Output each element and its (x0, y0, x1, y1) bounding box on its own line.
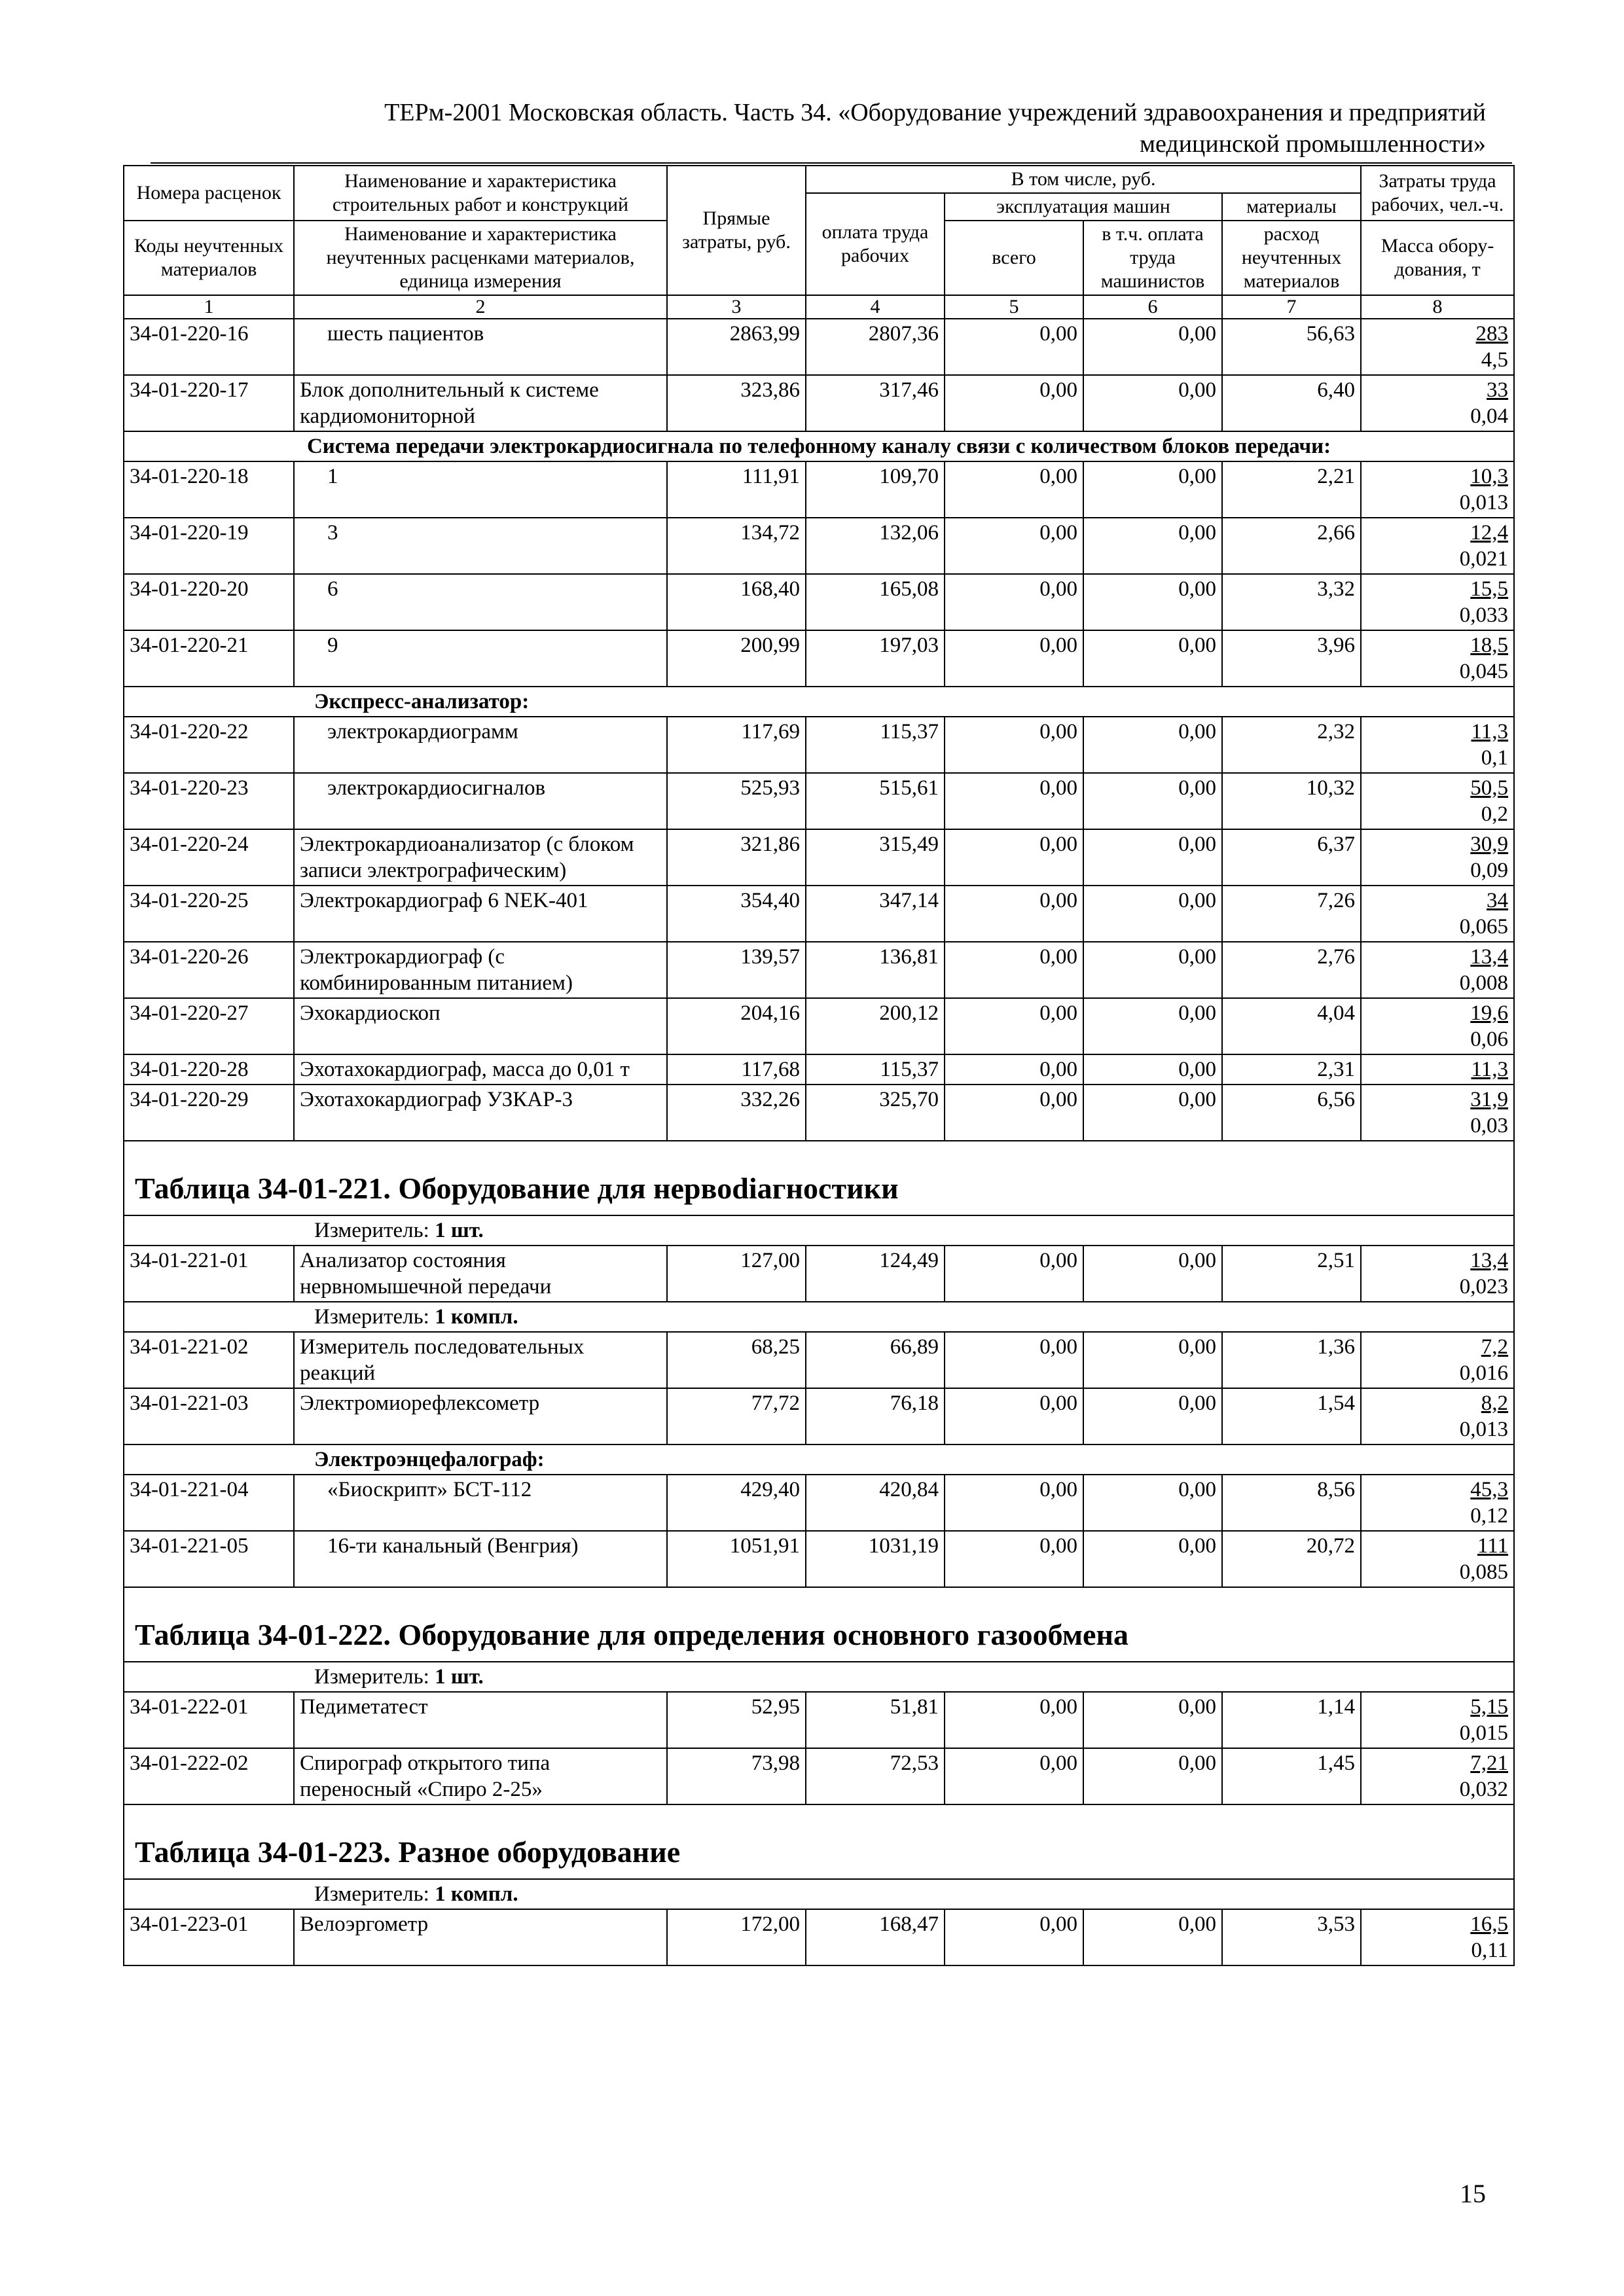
price-table (123, 165, 1515, 1966)
machine-cost: 0,00 (945, 942, 1083, 998)
worker-wages: 2807,36 (806, 319, 945, 375)
direct-cost: 204,16 (667, 998, 806, 1054)
equipment-mass: 0,12 (1470, 1504, 1509, 1528)
machine-cost: 0,00 (945, 998, 1083, 1054)
measure-row (124, 1662, 1514, 1692)
header-materials: материалы (1222, 193, 1361, 221)
price-code: 34-01-223-01 (124, 1909, 294, 1965)
direct-cost: 332,26 (667, 1085, 806, 1141)
labor-mass-cell (1361, 1085, 1514, 1141)
machinist-wages: 0,00 (1083, 319, 1222, 375)
measure-label: Измеритель: (314, 1882, 429, 1906)
work-name: Велоэргометр (294, 1909, 667, 1965)
worker-wages: 325,70 (806, 1085, 945, 1141)
column-number-row (124, 295, 1514, 319)
table-row (124, 1332, 1514, 1388)
section-heading: Экспресс-анализатор: (124, 687, 1514, 717)
worker-wages: 1031,19 (806, 1531, 945, 1587)
labor-mass-cell (1361, 1748, 1514, 1804)
price-code: 34-01-220-27 (124, 998, 294, 1054)
col-number: 5 (945, 295, 1083, 319)
equipment-mass: 0,065 (1459, 915, 1509, 939)
price-code: 34-01-221-03 (124, 1388, 294, 1444)
materials-cost: 2,76 (1222, 942, 1361, 998)
price-code: 34-01-220-22 (124, 717, 294, 773)
materials-cost: 8,56 (1222, 1475, 1361, 1531)
worker-wages: 197,03 (806, 630, 945, 687)
direct-cost: 168,40 (667, 574, 806, 630)
measure-label: Измеритель: (314, 1305, 429, 1329)
machine-cost: 0,00 (945, 630, 1083, 687)
labor-hours: 16,5 (1470, 1912, 1509, 1936)
measure-value: 1 шт. (435, 1219, 484, 1242)
labor-hours: 10,3 (1470, 465, 1509, 488)
machine-cost: 0,00 (945, 829, 1083, 886)
section-row (124, 687, 1514, 717)
labor-hours: 31,9 (1470, 1088, 1509, 1111)
price-code: 34-01-221-05 (124, 1531, 294, 1587)
machinist-wages: 0,00 (1083, 1909, 1222, 1965)
table-row (124, 1531, 1514, 1587)
worker-wages: 315,49 (806, 829, 945, 886)
materials-cost: 1,45 (1222, 1748, 1361, 1804)
direct-cost: 73,98 (667, 1748, 806, 1804)
direct-cost: 1051,91 (667, 1531, 806, 1587)
measure-label: Измеритель: (314, 1665, 429, 1689)
labor-mass-cell (1361, 1475, 1514, 1531)
price-code: 34-01-220-20 (124, 574, 294, 630)
worker-wages: 115,37 (806, 1054, 945, 1085)
header-materials-unaccounted: расход неучтенных материалов (1222, 221, 1361, 295)
work-name: 3 (294, 518, 667, 574)
equipment-mass: 0,03 (1470, 1114, 1509, 1138)
table-row (124, 574, 1514, 630)
header-incl: В том числе, руб. (806, 166, 1361, 193)
table-row (124, 1388, 1514, 1444)
machinist-wages: 0,00 (1083, 1692, 1222, 1748)
work-name: Электромиорефлексометр (294, 1388, 667, 1444)
machine-cost: 0,00 (945, 461, 1083, 518)
worker-wages: 124,49 (806, 1246, 945, 1302)
materials-cost: 6,40 (1222, 375, 1361, 431)
machinist-wages: 0,00 (1083, 942, 1222, 998)
measure-cell (124, 1215, 1514, 1246)
materials-cost: 2,66 (1222, 518, 1361, 574)
header-mass: Масса обору-дования, т (1361, 221, 1514, 295)
labor-hours: 7,21 (1470, 1751, 1509, 1775)
price-code: 34-01-220-28 (124, 1054, 294, 1085)
worker-wages: 115,37 (806, 717, 945, 773)
table-row (124, 518, 1514, 574)
machine-cost: 0,00 (945, 1054, 1083, 1085)
materials-cost: 6,56 (1222, 1085, 1361, 1141)
worker-wages: 72,53 (806, 1748, 945, 1804)
section-heading: Электроэнцефалограф: (124, 1444, 1514, 1475)
worker-wages: 165,08 (806, 574, 945, 630)
price-code: 34-01-222-01 (124, 1692, 294, 1748)
price-code: 34-01-220-29 (124, 1085, 294, 1141)
machine-cost: 0,00 (945, 375, 1083, 431)
labor-hours: 19,6 (1470, 1001, 1509, 1025)
labor-hours: 45,3 (1470, 1478, 1509, 1501)
header-wages: оплата труда рабочих (806, 193, 945, 295)
header-codes-top: Номера расценок (124, 166, 294, 221)
equipment-mass: 0,2 (1481, 802, 1509, 826)
worker-wages: 132,06 (806, 518, 945, 574)
labor-mass-cell (1361, 518, 1514, 574)
worker-wages: 51,81 (806, 1692, 945, 1748)
direct-cost: 429,40 (667, 1475, 806, 1531)
machinist-wages: 0,00 (1083, 1085, 1222, 1141)
table-row (124, 630, 1514, 687)
header-codes-bottom: Коды неучтенных материалов (124, 221, 294, 295)
col-number: 6 (1083, 295, 1222, 319)
labor-hours: 7,2 (1481, 1335, 1509, 1359)
worker-wages: 200,12 (806, 998, 945, 1054)
labor-mass-cell (1361, 829, 1514, 886)
header-name-bottom: Наименование и характеристика неучтенных расценками материалов, единица измерения (294, 221, 667, 295)
header-direct: Прямые затраты, руб. (667, 166, 806, 295)
labor-hours: 50,5 (1470, 776, 1509, 800)
work-name: 6 (294, 574, 667, 630)
worker-wages: 109,70 (806, 461, 945, 518)
machinist-wages: 0,00 (1083, 1475, 1222, 1531)
section-row (124, 1444, 1514, 1475)
work-name: Электрокардиограф 6 NEK-401 (294, 886, 667, 942)
price-code: 34-01-221-01 (124, 1246, 294, 1302)
materials-cost: 3,53 (1222, 1909, 1361, 1965)
materials-cost: 4,04 (1222, 998, 1361, 1054)
table-title-row (124, 1587, 1514, 1662)
direct-cost: 117,69 (667, 717, 806, 773)
equipment-mass: 0,06 (1470, 1028, 1509, 1051)
price-code: 34-01-220-25 (124, 886, 294, 942)
price-code: 34-01-222-02 (124, 1748, 294, 1804)
price-code: 34-01-220-21 (124, 630, 294, 687)
price-code: 34-01-220-23 (124, 773, 294, 829)
labor-mass-cell (1361, 1909, 1514, 1965)
col-number: 7 (1222, 295, 1361, 319)
equipment-mass: 0,09 (1470, 859, 1509, 882)
machine-cost: 0,00 (945, 1388, 1083, 1444)
equipment-mass: 0,04 (1470, 404, 1509, 428)
equipment-mass: 0,032 (1459, 1778, 1509, 1801)
price-code: 34-01-220-16 (124, 319, 294, 375)
labor-hours: 283 (1475, 322, 1509, 346)
machinist-wages: 0,00 (1083, 1748, 1222, 1804)
price-code: 34-01-220-17 (124, 375, 294, 431)
labor-mass-cell (1361, 1054, 1514, 1085)
table-row (124, 998, 1514, 1054)
header-line-1: ТЕРм-2001 Московская область. Часть 34. «Оборудование учреждений здравоохранения и предприятий (384, 99, 1486, 126)
machinist-wages: 0,00 (1083, 829, 1222, 886)
machinist-wages: 0,00 (1083, 1332, 1222, 1388)
price-code: 34-01-220-26 (124, 942, 294, 998)
col-number: 1 (124, 295, 294, 319)
equipment-mass: 0,016 (1459, 1361, 1509, 1385)
work-name: Измеритель последовательных реакций (294, 1332, 667, 1388)
table-row (124, 829, 1514, 886)
header-rule (151, 162, 1512, 164)
work-name: 9 (294, 630, 667, 687)
table-row (124, 942, 1514, 998)
direct-cost: 172,00 (667, 1909, 806, 1965)
table-row (124, 1909, 1514, 1965)
machinist-wages: 0,00 (1083, 1531, 1222, 1587)
direct-cost: 68,25 (667, 1332, 806, 1388)
work-name: Анализатор состояния нервномышечной передачи (294, 1246, 667, 1302)
worker-wages: 317,46 (806, 375, 945, 431)
equipment-mass: 0,085 (1459, 1560, 1509, 1584)
machinist-wages: 0,00 (1083, 518, 1222, 574)
labor-hours: 111 (1477, 1534, 1509, 1558)
table-title: Таблица 34-01-221. Оборудование для нервodiагностики (124, 1141, 1514, 1215)
equipment-mass: 4,5 (1481, 348, 1509, 372)
work-name: Эхокардиоскоп (294, 998, 667, 1054)
labor-mass-cell (1361, 942, 1514, 998)
machinist-wages: 0,00 (1083, 886, 1222, 942)
materials-cost: 2,21 (1222, 461, 1361, 518)
table-row (124, 1246, 1514, 1302)
direct-cost: 525,93 (667, 773, 806, 829)
col-number: 8 (1361, 295, 1514, 319)
table-row (124, 1475, 1514, 1531)
price-code: 34-01-220-19 (124, 518, 294, 574)
direct-cost: 111,91 (667, 461, 806, 518)
machinist-wages: 0,00 (1083, 998, 1222, 1054)
labor-mass-cell (1361, 461, 1514, 518)
equipment-mass: 0,013 (1459, 1418, 1509, 1441)
price-code: 34-01-220-24 (124, 829, 294, 886)
equipment-mass: 0,015 (1459, 1721, 1509, 1745)
materials-cost: 10,32 (1222, 773, 1361, 829)
measure-row (124, 1302, 1514, 1332)
measure-cell (124, 1879, 1514, 1909)
direct-cost: 354,40 (667, 886, 806, 942)
col-number: 3 (667, 295, 806, 319)
worker-wages: 515,61 (806, 773, 945, 829)
direct-cost: 321,86 (667, 829, 806, 886)
machinist-wages: 0,00 (1083, 1054, 1222, 1085)
price-table-container (123, 165, 1513, 1966)
labor-hours: 11,3 (1471, 1058, 1509, 1081)
worker-wages: 66,89 (806, 1332, 945, 1388)
machine-cost: 0,00 (945, 1748, 1083, 1804)
labor-mass-cell (1361, 375, 1514, 431)
price-code: 34-01-220-18 (124, 461, 294, 518)
machinist-wages: 0,00 (1083, 461, 1222, 518)
header-name-top: Наименование и характеристика строительных работ и конструкций (294, 166, 667, 221)
labor-mass-cell (1361, 1246, 1514, 1302)
header-machines-wages: в т.ч. оплата труда машинистов (1083, 221, 1222, 295)
machine-cost: 0,00 (945, 1909, 1083, 1965)
materials-cost: 56,63 (1222, 319, 1361, 375)
measure-cell (124, 1302, 1514, 1332)
equipment-mass: 0,023 (1459, 1275, 1509, 1299)
worker-wages: 347,14 (806, 886, 945, 942)
labor-hours: 12,4 (1470, 521, 1509, 545)
machinist-wages: 0,00 (1083, 630, 1222, 687)
table-row (124, 886, 1514, 942)
machinist-wages: 0,00 (1083, 717, 1222, 773)
labor-mass-cell (1361, 717, 1514, 773)
table-row (124, 375, 1514, 431)
labor-hours: 33 (1487, 378, 1509, 402)
work-name: Эхотахокардиограф, масса до 0,01 т (294, 1054, 667, 1085)
worker-wages: 76,18 (806, 1388, 945, 1444)
table-title: Таблица 34-01-222. Оборудование для определения основного газообмена (124, 1587, 1514, 1662)
labor-mass-cell (1361, 1531, 1514, 1587)
materials-cost: 2,31 (1222, 1054, 1361, 1085)
materials-cost: 2,51 (1222, 1246, 1361, 1302)
labor-mass-cell (1361, 319, 1514, 375)
worker-wages: 420,84 (806, 1475, 945, 1531)
table-row (124, 717, 1514, 773)
labor-hours: 18,5 (1470, 634, 1509, 657)
table-row (124, 773, 1514, 829)
equipment-mass: 0,1 (1481, 746, 1509, 770)
direct-cost: 2863,99 (667, 319, 806, 375)
labor-hours: 5,15 (1470, 1695, 1509, 1719)
direct-cost: 127,00 (667, 1246, 806, 1302)
equipment-mass: 0,11 (1471, 1939, 1509, 1962)
labor-mass-cell (1361, 630, 1514, 687)
measure-value: 1 компл. (435, 1305, 518, 1329)
work-name: Эхотахокардиограф УЗКАР-3 (294, 1085, 667, 1141)
worker-wages: 136,81 (806, 942, 945, 998)
labor-mass-cell (1361, 1332, 1514, 1388)
machine-cost: 0,00 (945, 574, 1083, 630)
equipment-mass: 0,021 (1459, 547, 1509, 571)
work-name: Спирограф открытого типа переносный «Спиро 2-25» (294, 1748, 667, 1804)
col-number: 4 (806, 295, 945, 319)
machine-cost: 0,00 (945, 717, 1083, 773)
machinist-wages: 0,00 (1083, 773, 1222, 829)
header-machines: эксплуатация машин (945, 193, 1222, 221)
machine-cost: 0,00 (945, 1475, 1083, 1531)
machinist-wages: 0,00 (1083, 1388, 1222, 1444)
table-row (124, 1692, 1514, 1748)
materials-cost: 3,96 (1222, 630, 1361, 687)
price-code: 34-01-221-02 (124, 1332, 294, 1388)
materials-cost: 2,32 (1222, 717, 1361, 773)
work-name: Электрокардиоанализатор (с блоком записи электрографическим) (294, 829, 667, 886)
machinist-wages: 0,00 (1083, 375, 1222, 431)
equipment-mass: 0,013 (1459, 491, 1509, 514)
materials-cost: 20,72 (1222, 1531, 1361, 1587)
work-name: электрокардиосигналов (294, 773, 667, 829)
measure-row (124, 1879, 1514, 1909)
price-code: 34-01-221-04 (124, 1475, 294, 1531)
machinist-wages: 0,00 (1083, 574, 1222, 630)
machine-cost: 0,00 (945, 1085, 1083, 1141)
direct-cost: 77,72 (667, 1388, 806, 1444)
direct-cost: 52,95 (667, 1692, 806, 1748)
labor-hours: 8,2 (1481, 1391, 1509, 1415)
col-number: 2 (294, 295, 667, 319)
labor-hours: 13,4 (1470, 1249, 1509, 1272)
table-row (124, 319, 1514, 375)
labor-mass-cell (1361, 773, 1514, 829)
section-row (124, 431, 1514, 461)
measure-cell (124, 1662, 1514, 1692)
labor-hours: 30,9 (1470, 833, 1509, 856)
table-row (124, 1054, 1514, 1085)
labor-mass-cell (1361, 886, 1514, 942)
header-machines-total: всего (945, 221, 1083, 295)
labor-hours: 13,4 (1470, 945, 1509, 969)
materials-cost: 1,54 (1222, 1388, 1361, 1444)
labor-hours: 34 (1487, 889, 1509, 912)
machine-cost: 0,00 (945, 518, 1083, 574)
table-row (124, 1748, 1514, 1804)
table-title: Таблица 34-01-223. Разное оборудование (124, 1804, 1514, 1879)
machine-cost: 0,00 (945, 1531, 1083, 1587)
work-name: Блок дополнительный к системе кардиомониторной (294, 375, 667, 431)
materials-cost: 1,36 (1222, 1332, 1361, 1388)
equipment-mass: 0,045 (1459, 660, 1509, 683)
work-name: Педиметатест (294, 1692, 667, 1748)
machinist-wages: 0,00 (1083, 1246, 1222, 1302)
direct-cost: 117,68 (667, 1054, 806, 1085)
work-name: 1 (294, 461, 667, 518)
labor-mass-cell (1361, 1388, 1514, 1444)
machine-cost: 0,00 (945, 886, 1083, 942)
running-header (124, 97, 1486, 160)
work-name: шесть пациентов (294, 319, 667, 375)
labor-hours: 15,5 (1470, 577, 1509, 601)
machine-cost: 0,00 (945, 1246, 1083, 1302)
labor-hours: 11,3 (1471, 720, 1509, 744)
labor-mass-cell (1361, 998, 1514, 1054)
work-name: Электрокардиограф (с комбинированным питанием) (294, 942, 667, 998)
work-name: электрокардиограмм (294, 717, 667, 773)
equipment-mass: 0,033 (1459, 603, 1509, 627)
header-line-2: медицинской промышленности» (1139, 130, 1486, 158)
machine-cost: 0,00 (945, 773, 1083, 829)
header-labor: Затраты труда рабочих, чел.-ч. (1361, 166, 1514, 221)
machine-cost: 0,00 (945, 1692, 1083, 1748)
materials-cost: 3,32 (1222, 574, 1361, 630)
direct-cost: 134,72 (667, 518, 806, 574)
labor-mass-cell (1361, 1692, 1514, 1748)
worker-wages: 168,47 (806, 1909, 945, 1965)
table-row (124, 1085, 1514, 1141)
section-heading: Система передачи электрокардиосигнала по телефонному каналу связи с количеством блоков передачи: (124, 431, 1514, 461)
machine-cost: 0,00 (945, 1332, 1083, 1388)
materials-cost: 6,37 (1222, 829, 1361, 886)
materials-cost: 7,26 (1222, 886, 1361, 942)
measure-label: Измеритель: (314, 1219, 429, 1242)
equipment-mass: 0,008 (1459, 971, 1509, 995)
measure-row (124, 1215, 1514, 1246)
table-title-row (124, 1141, 1514, 1215)
page-number: 15 (1460, 2179, 1486, 2208)
table-row (124, 461, 1514, 518)
direct-cost: 139,57 (667, 942, 806, 998)
table-title-row (124, 1804, 1514, 1879)
labor-mass-cell (1361, 574, 1514, 630)
direct-cost: 323,86 (667, 375, 806, 431)
direct-cost: 200,99 (667, 630, 806, 687)
machine-cost: 0,00 (945, 319, 1083, 375)
measure-value: 1 шт. (435, 1665, 484, 1689)
work-name: 16-ти канальный (Венгрия) (294, 1531, 667, 1587)
work-name: «Биоскрипт» БСТ-112 (294, 1475, 667, 1531)
materials-cost: 1,14 (1222, 1692, 1361, 1748)
measure-value: 1 компл. (435, 1882, 518, 1906)
